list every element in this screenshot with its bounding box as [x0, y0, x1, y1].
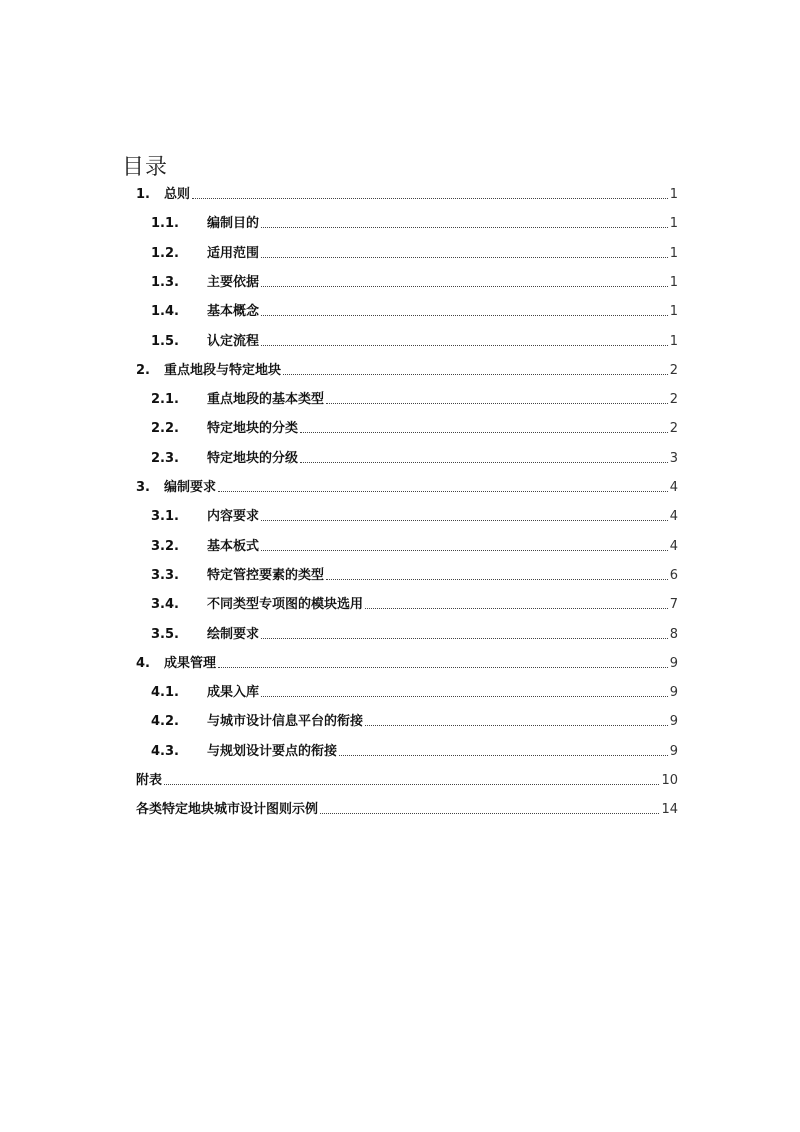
toc-entry-label: 成果管理 — [164, 655, 217, 671]
toc-entry-label: 适用范围 — [207, 245, 260, 261]
toc-entry-number: 1.1. — [151, 216, 179, 232]
toc-entry[interactable] — [151, 300, 678, 320]
toc-entry[interactable] — [151, 623, 678, 643]
toc-entry-number: 4. — [136, 655, 150, 671]
toc-entry-page-number: 1 — [669, 333, 678, 349]
toc-entry-page-number: 9 — [669, 655, 678, 671]
toc-entry-label: 绘制要求 — [207, 626, 260, 642]
toc-entry-label: 特定地块的分类 — [207, 421, 299, 437]
toc-entry[interactable] — [151, 593, 678, 613]
toc-entry[interactable] — [136, 359, 678, 379]
toc-entry-number: 1. — [136, 187, 150, 202]
toc-entry[interactable] — [151, 564, 678, 584]
toc-entry-label: 总则 — [164, 187, 191, 202]
toc-dot-leader — [300, 432, 668, 433]
toc-entry-page-number: 1 — [669, 304, 678, 320]
toc-entry-page-number: 9 — [669, 685, 678, 701]
toc-entry[interactable] — [151, 417, 678, 437]
toc-dot-leader — [326, 579, 668, 580]
toc-entry-label: 各类特定地块城市设计图则示例 — [136, 802, 319, 818]
toc-entry-page-number: 3 — [669, 450, 678, 466]
toc-entry-label: 主要依据 — [207, 274, 260, 290]
toc-entry[interactable] — [151, 447, 678, 467]
toc-entry-number: 1.3. — [151, 274, 179, 290]
toc-dot-leader — [261, 286, 668, 287]
toc-entry-label: 重点地段与特定地块 — [164, 362, 282, 378]
toc-entry-page-number: 9 — [669, 714, 678, 730]
toc-dot-leader — [261, 257, 668, 258]
toc-entry[interactable] — [151, 212, 678, 232]
toc-dot-leader — [283, 374, 668, 375]
toc-dot-leader — [339, 755, 668, 756]
toc-entry-label: 内容要求 — [207, 509, 260, 525]
toc-entry-number: 3.3. — [151, 567, 179, 583]
toc-entry-page-number: 8 — [669, 626, 678, 642]
toc-entry[interactable] — [151, 505, 678, 525]
toc-entry-number: 4.3. — [151, 743, 179, 759]
toc-entry-page-number: 4 — [669, 480, 678, 495]
toc-entry-number: 1.4. — [151, 304, 179, 320]
toc-entry-number: 3.5. — [151, 626, 179, 642]
toc-entry-number: 4.2. — [151, 714, 179, 730]
toc-dot-leader — [164, 784, 659, 785]
toc-entry-page-number: 9 — [669, 743, 678, 759]
toc-entry-page-number: 4 — [669, 538, 678, 554]
toc-entry-page-number: 10 — [661, 773, 678, 788]
toc-entry[interactable] — [151, 740, 678, 760]
toc-entry-label: 与城市设计信息平台的衔接 — [207, 714, 364, 730]
toc-entry[interactable] — [151, 535, 678, 555]
toc-entry[interactable] — [136, 798, 678, 818]
toc-entry-number: 2. — [136, 362, 150, 378]
toc-dot-leader — [261, 696, 668, 697]
toc-entry-number: 3. — [136, 480, 150, 495]
toc-entry-number: 3.4. — [151, 597, 179, 613]
toc-entry[interactable] — [136, 183, 678, 203]
toc-entry[interactable] — [136, 769, 678, 789]
toc-entry-label: 基本概念 — [207, 304, 260, 320]
toc-entry-page-number: 7 — [669, 597, 678, 613]
toc-entry-page-number: 14 — [661, 802, 678, 818]
toc-dot-leader — [261, 227, 668, 228]
toc-dot-leader — [261, 345, 668, 346]
toc-entry[interactable] — [151, 388, 678, 408]
toc-entry-number: 3.2. — [151, 538, 179, 554]
toc-entry-number: 2.2. — [151, 421, 179, 437]
toc-title: 目录 — [122, 155, 169, 180]
toc-entry-label: 基本板式 — [207, 538, 260, 554]
toc-entry[interactable] — [151, 242, 678, 262]
toc-entry[interactable] — [151, 681, 678, 701]
toc-entry-number: 1.5. — [151, 333, 179, 349]
toc-entry[interactable] — [136, 652, 678, 672]
toc-entry-page-number: 6 — [669, 567, 678, 583]
toc-entry-label: 编制目的 — [207, 216, 260, 232]
toc-entry-label: 编制要求 — [164, 480, 217, 495]
toc-entry-page-number: 2 — [669, 362, 678, 378]
toc-entry-label: 特定地块的分级 — [207, 450, 299, 466]
toc-entry-page-number: 1 — [669, 216, 678, 232]
toc-entry-number: 4.1. — [151, 685, 179, 701]
toc-entry-label: 不同类型专项图的模块选用 — [207, 597, 364, 613]
toc-dot-leader — [365, 725, 668, 726]
toc-entry-page-number: 2 — [669, 392, 678, 408]
toc-entry-number: 2.1. — [151, 392, 179, 408]
toc-entry-page-number: 2 — [669, 421, 678, 437]
toc-entry[interactable] — [151, 710, 678, 730]
toc-entry-page-number: 1 — [669, 187, 678, 202]
toc-dot-leader — [326, 403, 668, 404]
toc-entry-number: 2.3. — [151, 450, 179, 466]
toc-entry-label: 附表 — [136, 773, 163, 788]
toc-entry-number: 3.1. — [151, 509, 179, 525]
toc-entry-page-number: 1 — [669, 245, 678, 261]
toc-dot-leader — [218, 491, 668, 492]
toc-entry-label: 认定流程 — [207, 333, 260, 349]
toc-dot-leader — [261, 638, 668, 639]
toc-dot-leader — [261, 520, 668, 521]
toc-dot-leader — [261, 315, 668, 316]
toc-entry-page-number: 1 — [669, 274, 678, 290]
toc-entry-label: 特定管控要素的类型 — [207, 567, 325, 583]
toc-dot-leader — [300, 462, 668, 463]
toc-entry-page-number: 4 — [669, 509, 678, 525]
toc-dot-leader — [192, 198, 668, 199]
toc-dot-leader — [261, 550, 668, 551]
toc-entry-label: 重点地段的基本类型 — [207, 392, 325, 408]
toc-entry[interactable] — [151, 330, 678, 350]
toc-entry-label: 成果入库 — [207, 685, 260, 701]
toc-dot-leader — [365, 608, 668, 609]
toc-dot-leader — [218, 667, 668, 668]
toc-entry[interactable] — [151, 271, 678, 291]
toc-dot-leader — [320, 813, 659, 814]
toc-entry[interactable] — [136, 476, 678, 496]
toc-entry-label: 与规划设计要点的衔接 — [207, 743, 338, 759]
toc-entry-number: 1.2. — [151, 245, 179, 261]
